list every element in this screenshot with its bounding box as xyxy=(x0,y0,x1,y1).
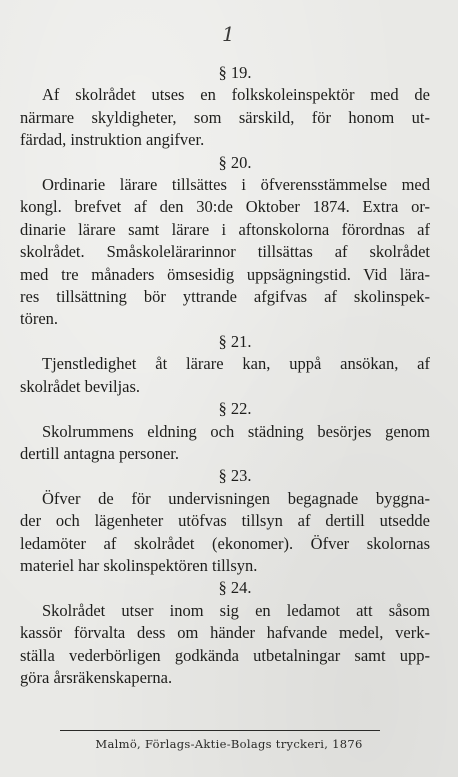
text-line: dinarie lärare samt lärare i aftonskolorna förordnas af xyxy=(20,219,430,239)
text-line: Ordinarie lärare tillsättes i öfverensstämmelse med xyxy=(42,175,430,195)
text-line: ställa vederbörligen godkända utbetalningar samt upp- xyxy=(20,645,430,665)
text-line: skolrådet. Småskolelärarinnor tillsättas af skolrådet xyxy=(20,242,430,262)
text-line: dertill antagna personer. xyxy=(20,443,179,463)
section-heading: § 22. xyxy=(218,399,252,419)
section-19 xyxy=(20,62,430,152)
text-line: der och lägenheter utöfvas tillsyn af dertill utsedde xyxy=(20,511,430,531)
text-line: Skolrådet utser inom sig en ledamot att såsom xyxy=(42,600,430,620)
page-number: 1 xyxy=(222,22,235,46)
text-line: Af skolrådet utses en folkskoleinspektör med de xyxy=(42,85,430,105)
text-line: med tre månaders ömsesidig uppsägningstid. Vid lära- xyxy=(20,264,430,284)
text-line: göra årsräkenskaperna. xyxy=(20,667,173,687)
regulations-text xyxy=(20,62,430,689)
section-24 xyxy=(20,577,430,689)
text-line: Öfver de för undervisningen begagnade byggna- xyxy=(42,488,430,508)
text-line: Skolrummens eldning och städning besörjes genom xyxy=(42,421,430,441)
text-line: res tillsättning bör yttrande afgifvas af skolinspek- xyxy=(20,287,430,307)
text-line: Tjenstledighet åt lärare kan, uppå ansökan, af xyxy=(42,354,430,374)
section-22 xyxy=(20,398,430,465)
text-line: skolrådet beviljas. xyxy=(20,376,141,396)
printer-imprint: Malmö, Förlags-Aktie-Bolags tryckeri, 1876 xyxy=(95,737,363,751)
text-line: ledamöter af skolrådet (ekonomer). Öfver skolornas xyxy=(20,533,430,553)
text-line: kassör förvalta dess om händer hafvande medel, verk- xyxy=(20,623,430,643)
text-line: kongl. brefvet af den 30:de Oktober 1874. Extra or- xyxy=(20,197,430,217)
section-20 xyxy=(20,152,430,331)
section-heading: § 24. xyxy=(218,578,252,598)
section-23 xyxy=(20,465,430,577)
text-line: tören. xyxy=(20,309,59,329)
section-heading: § 21. xyxy=(218,331,252,351)
footer-divider xyxy=(60,730,380,731)
section-heading: § 19. xyxy=(218,63,252,82)
section-heading: § 20. xyxy=(218,152,252,172)
text-line: materiel har skolinspektören tillsyn. xyxy=(20,555,258,575)
text-line: närmare skyldigheter, som särskild, för honom ut- xyxy=(20,107,430,127)
section-heading: § 23. xyxy=(218,466,252,486)
section-21 xyxy=(20,331,430,398)
text-line: färdad, instruktion angifver. xyxy=(20,130,205,150)
